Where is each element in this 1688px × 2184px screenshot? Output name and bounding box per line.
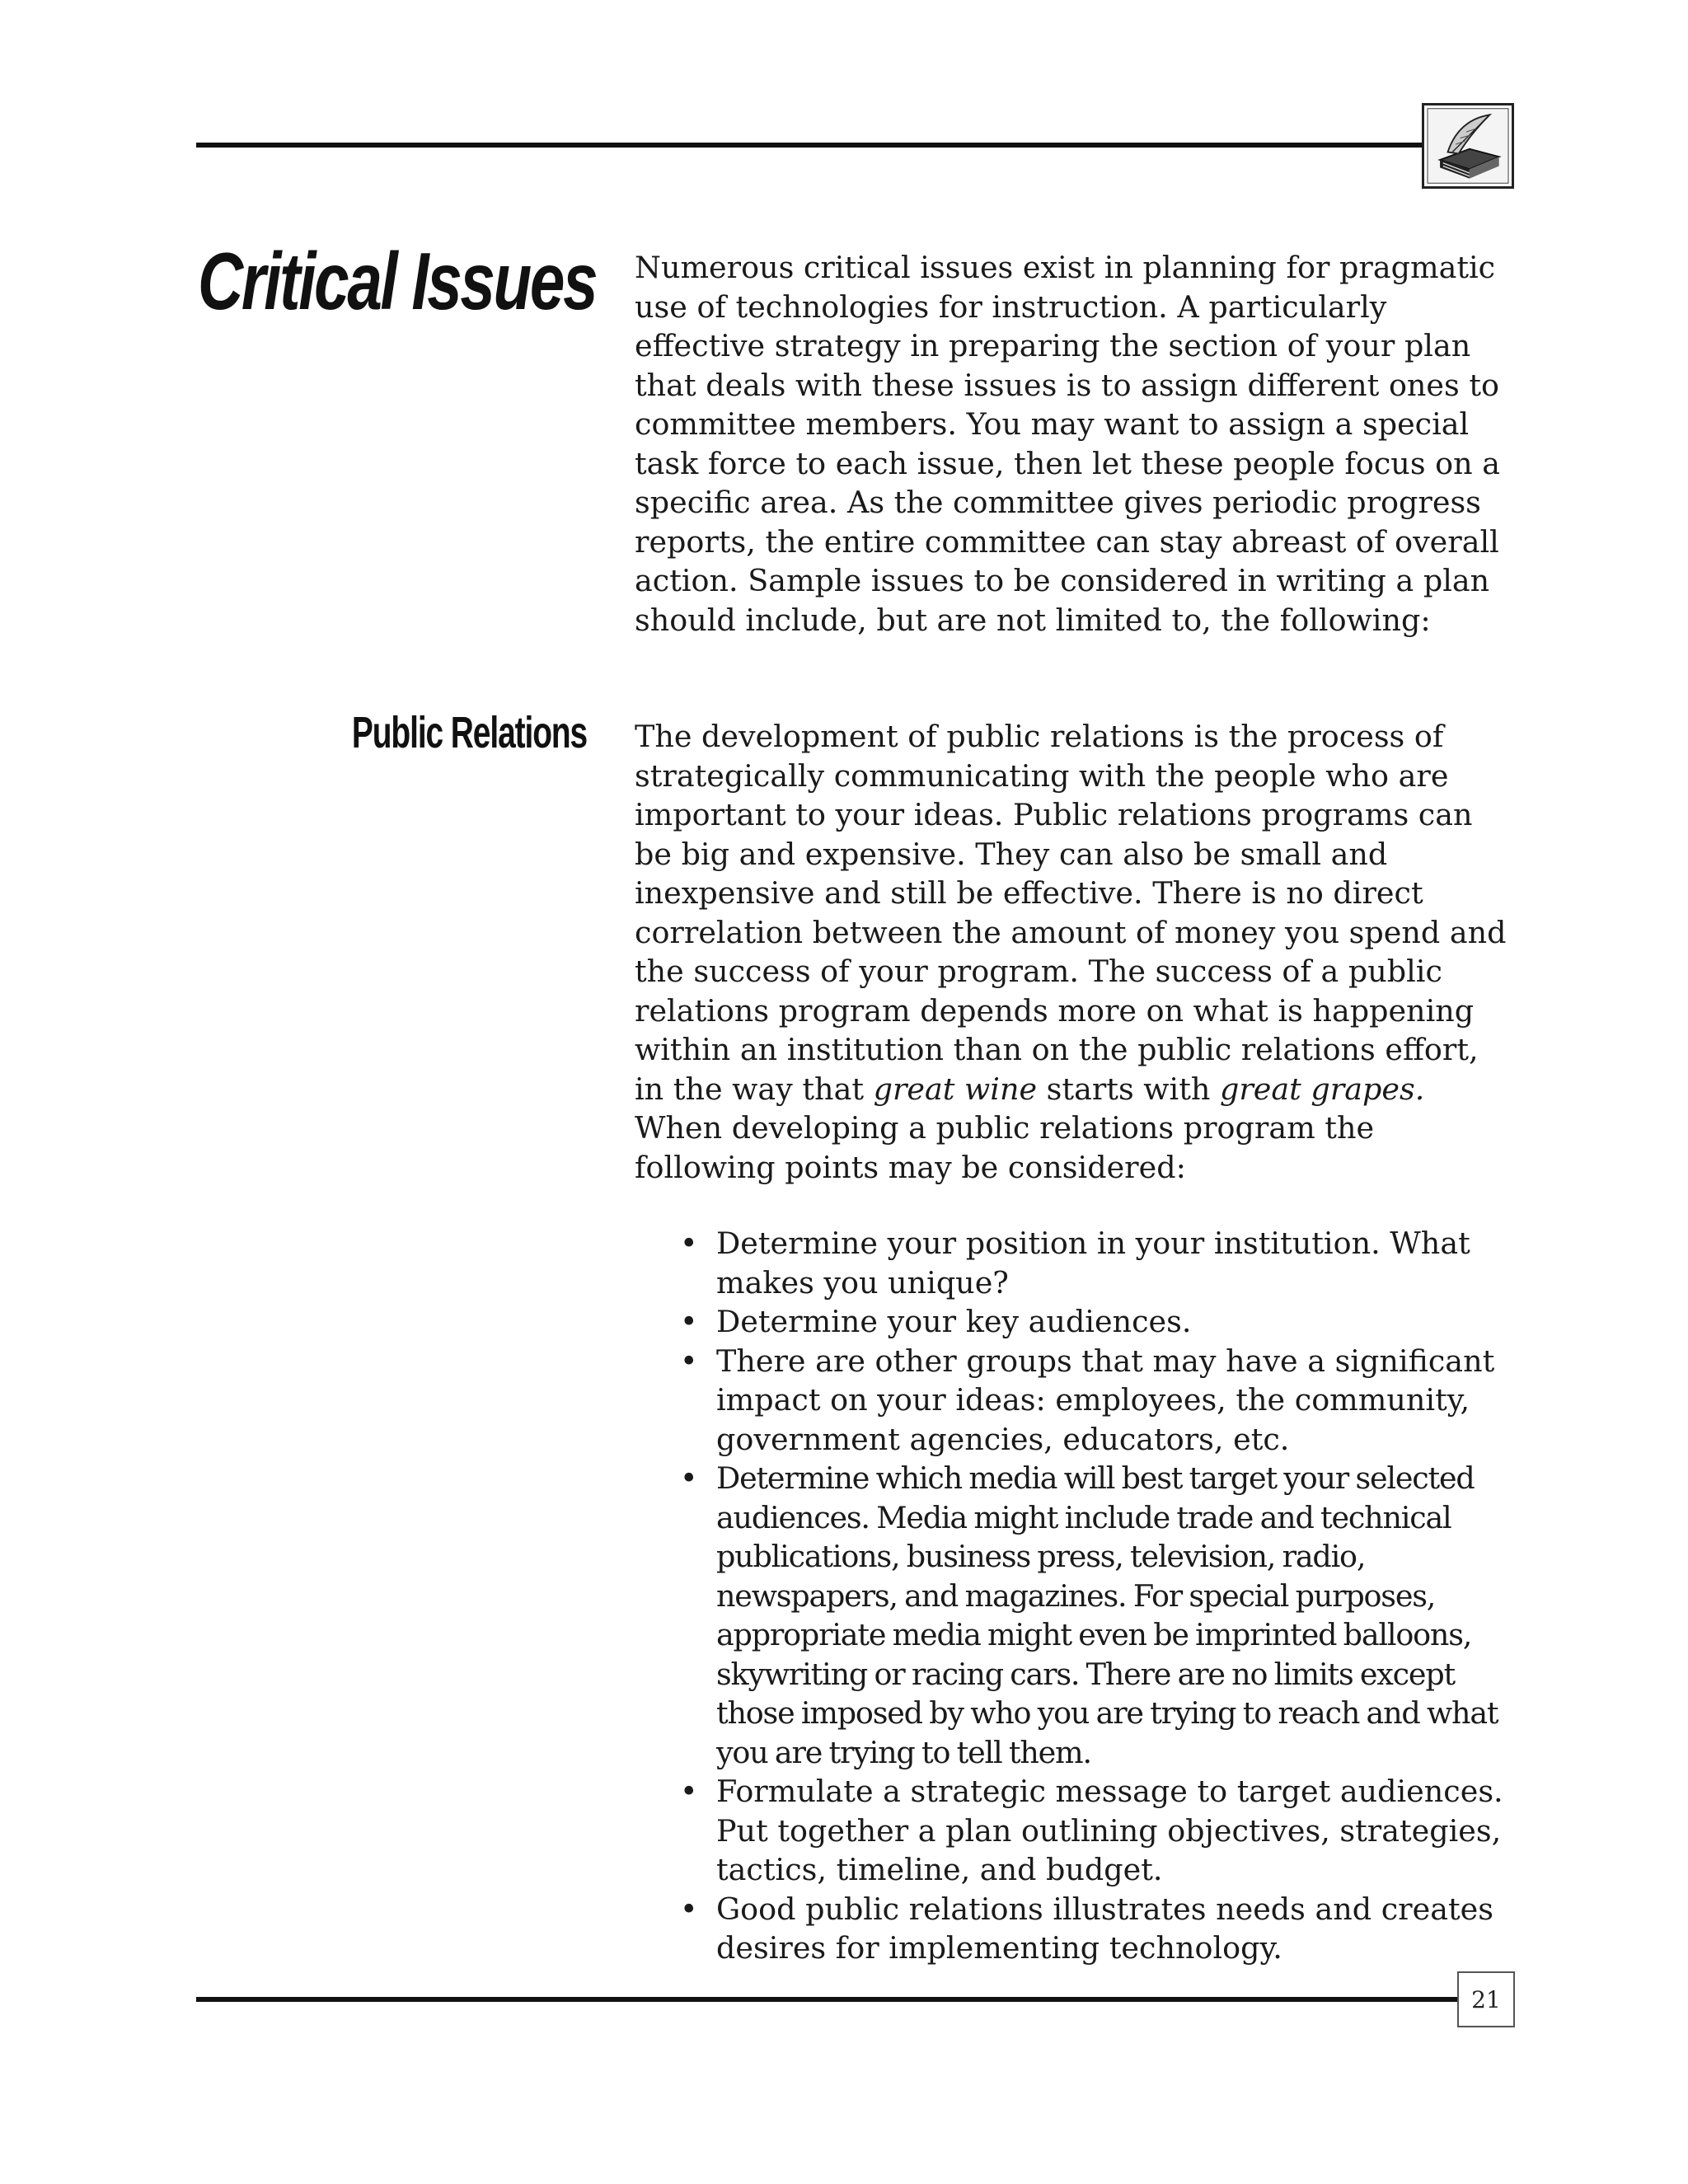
list-item: • Good public relations illustrates needs and creates desires for implementing technology. (680, 1890, 1521, 1968)
intro-text: Numerous critical issues exist in planning for pragmatic use of technologies for instruction. A particularly effective strategy in preparing the section of your plan that deals with these issues is to assign different ones to committee members. You may want to assign a special task force to each issue, then let these people focus on a specific area. As the committee gives periodic progress reports, the entire committee can stay abreast of overall action. Sample issues to be considered in writing a plan should include, but are not limited to, the following: (635, 250, 1500, 638)
section-title: Critical Issues (198, 236, 597, 326)
public-relations-paragraph (635, 717, 1517, 1108)
pr-italic-great-wine: great wine (873, 1071, 1038, 1107)
public-relations-text (635, 717, 1517, 1108)
header-rule (196, 143, 1426, 148)
pr-lead-text: When developing a public relations program the following points may be considered: (635, 1110, 1375, 1185)
list-item: • There are other groups that may have a significant impact on your ideas: employees, the community, government agencies, educators, etc. (680, 1342, 1521, 1460)
list-item: • Determine your key audiences. (680, 1302, 1521, 1342)
pr-points-list (680, 1224, 1521, 1968)
pr-italic-great-grapes: great grapes. (1219, 1071, 1425, 1107)
intro-paragraph (635, 248, 1517, 640)
page-number: 21 (1457, 1971, 1515, 2027)
pr-text-main: The development of public relations is the process of strategically communicating with the people who are important to your ideas. Public relations programs can be big and expensive. They can also be small and inexpensive and still be effective. There is no direct correlation between the amount of money you spend and the success of your program. The success of a public relations program depends more on what is happening within an institution than on the public relations effort, in the way that (635, 719, 1507, 1107)
list-item: • Determine your position in your institution. What makes you unique? (680, 1224, 1521, 1302)
footer-rule (196, 1997, 1457, 2002)
list-item: • Determine which media will best target your selected audiences. Media might include trade and technical publications, business press, television, radio, newspapers, and magazines. For special purposes, appropriate media might even be imprinted balloons, skywriting or racing cars. There are no limits except those imposed by who you are trying to reach and what you are trying to tell them. (680, 1459, 1521, 1772)
public-relations-heading: Public Relations (351, 708, 587, 757)
list-item: • Formulate a strategic message to target audiences. Put together a plan outlining objectives, strategies, tactics, timeline, and budget. (680, 1772, 1521, 1890)
pr-lead-paragraph (635, 1108, 1517, 1187)
book-quill-icon (1422, 103, 1514, 189)
pr-text-connector: starts with (1037, 1071, 1220, 1107)
